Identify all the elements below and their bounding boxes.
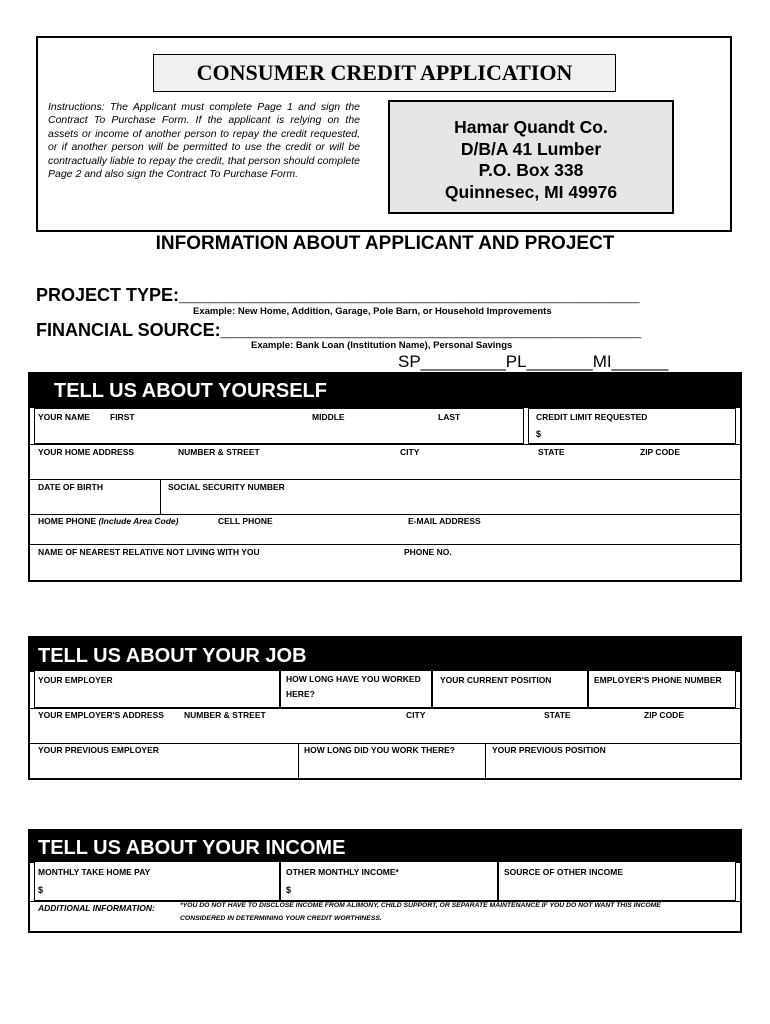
your-name-label: YOUR NAME	[38, 412, 90, 422]
home-phone-label: HOME PHONE (Include Area Code)	[38, 516, 179, 526]
company-name: Hamar Quandt Co.	[454, 117, 608, 137]
dob-label: DATE OF BIRTH	[38, 482, 104, 492]
home-address-label: YOUR HOME ADDRESS	[38, 447, 135, 457]
project-type-field[interactable]: PROJECT TYPE:______________________________________________	[36, 285, 640, 305]
previous-employer-label: YOUR PREVIOUS EMPLOYER	[38, 745, 159, 755]
income-disclaimer-line2: CONSIDERED IN DETERMINING YOUR CREDIT WORTHINESS.	[180, 915, 382, 922]
source-other-label: SOURCE OF OTHER INCOME	[504, 867, 624, 877]
here-label: HERE?	[286, 689, 315, 699]
financial-source-example: Example: Bank Loan (Institution Name), Personal Savings	[251, 340, 513, 351]
employer-label: YOUR EMPLOYER	[38, 675, 113, 685]
monthly-pay-dollar: $	[38, 885, 44, 895]
city-label: CITY	[400, 447, 420, 457]
instructions-text: Instructions: The Applicant must complete Page 1 and sign the Contract To Purchase Form. If the applicant is relying on the assets or income of another person to repay the credit requested, or if another person will be permitted to use the credit or will be contractually liable to repay the credit, that person should complete Page 2 and also sign the Contract To Purchase Form.	[48, 101, 360, 181]
company-po-box: P.O. Box 338	[478, 160, 584, 180]
previous-position-label: YOUR PREVIOUS POSITION	[492, 745, 606, 755]
number-street-label: NUMBER & STREET	[178, 447, 260, 457]
home-phone-note: (Include Area Code)	[98, 516, 179, 526]
employer-city-label: CITY	[406, 710, 426, 720]
state-label: STATE	[538, 447, 565, 457]
income-header: TELL US ABOUT YOUR INCOME	[38, 837, 346, 859]
employer-zip-label: ZIP CODE	[644, 710, 684, 720]
other-income-dollar: $	[286, 885, 292, 895]
ssn-label: SOCIAL SECURITY NUMBER	[168, 482, 285, 492]
middle-label: MIDDLE	[312, 412, 345, 422]
email-label: E-MAIL ADDRESS	[408, 516, 481, 526]
credit-limit-dollar: $	[536, 429, 542, 439]
income-section	[28, 829, 742, 933]
sp-pl-mi-line[interactable]: SP_________PL_______MI______	[398, 352, 669, 371]
cell-phone-label: CELL PHONE	[218, 516, 273, 526]
job-header: TELL US ABOUT YOUR JOB	[38, 645, 307, 667]
company-dba: D/B/A 41 Lumber	[460, 138, 602, 159]
project-type-example: Example: New Home, Addition, Garage, Pole Barn, or Household Improvements	[193, 306, 552, 317]
how-long-label: HOW LONG HAVE YOU WORKED	[286, 674, 421, 684]
monthly-pay-label: MONTHLY TAKE HOME PAY	[38, 867, 151, 877]
financial-source-field[interactable]: FINANCIAL SOURCE:__________________________________________	[36, 320, 642, 340]
employer-number-street-label: NUMBER & STREET	[184, 710, 266, 720]
employer-address-label: YOUR EMPLOYER'S ADDRESS	[38, 710, 164, 720]
info-heading: INFORMATION ABOUT APPLICANT AND PROJECT	[155, 233, 615, 254]
job-section	[28, 636, 742, 780]
employer-phone-label: EMPLOYER'S PHONE NUMBER	[594, 675, 722, 685]
income-disclaimer-line1: *YOU DO NOT HAVE TO DISCLOSE INCOME FROM ALIMONY, CHILD SUPPORT, OR SEPARATE MAINTENANCE IF YOU DO NOT WANT THIS INCOME	[180, 902, 661, 909]
credit-limit-label: CREDIT LIMIT REQUESTED	[536, 412, 648, 422]
company-city: Quinnesec, MI 49976	[444, 181, 618, 202]
form-title: CONSUMER CREDIT APPLICATION	[153, 54, 616, 92]
last-label: LAST	[438, 412, 461, 422]
home-address-field[interactable]	[30, 444, 740, 479]
yourself-section	[28, 372, 742, 582]
employer-state-label: STATE	[544, 710, 571, 720]
first-label: FIRST	[110, 412, 135, 422]
zip-label: ZIP CODE	[640, 447, 680, 457]
how-long-there-label: HOW LONG DID YOU WORK THERE?	[304, 745, 455, 755]
additional-info-label: ADDITIONAL INFORMATION:	[38, 903, 155, 913]
relative-phone-label: PHONE NO.	[404, 547, 452, 557]
position-label: YOUR CURRENT POSITION	[440, 675, 552, 685]
company-address-box	[388, 100, 674, 214]
relative-label: NAME OF NEAREST RELATIVE NOT LIVING WITH YOU	[38, 547, 260, 557]
other-income-label: OTHER MONTHLY INCOME*	[286, 867, 399, 877]
yourself-header: TELL US ABOUT YOURSELF	[54, 380, 327, 402]
